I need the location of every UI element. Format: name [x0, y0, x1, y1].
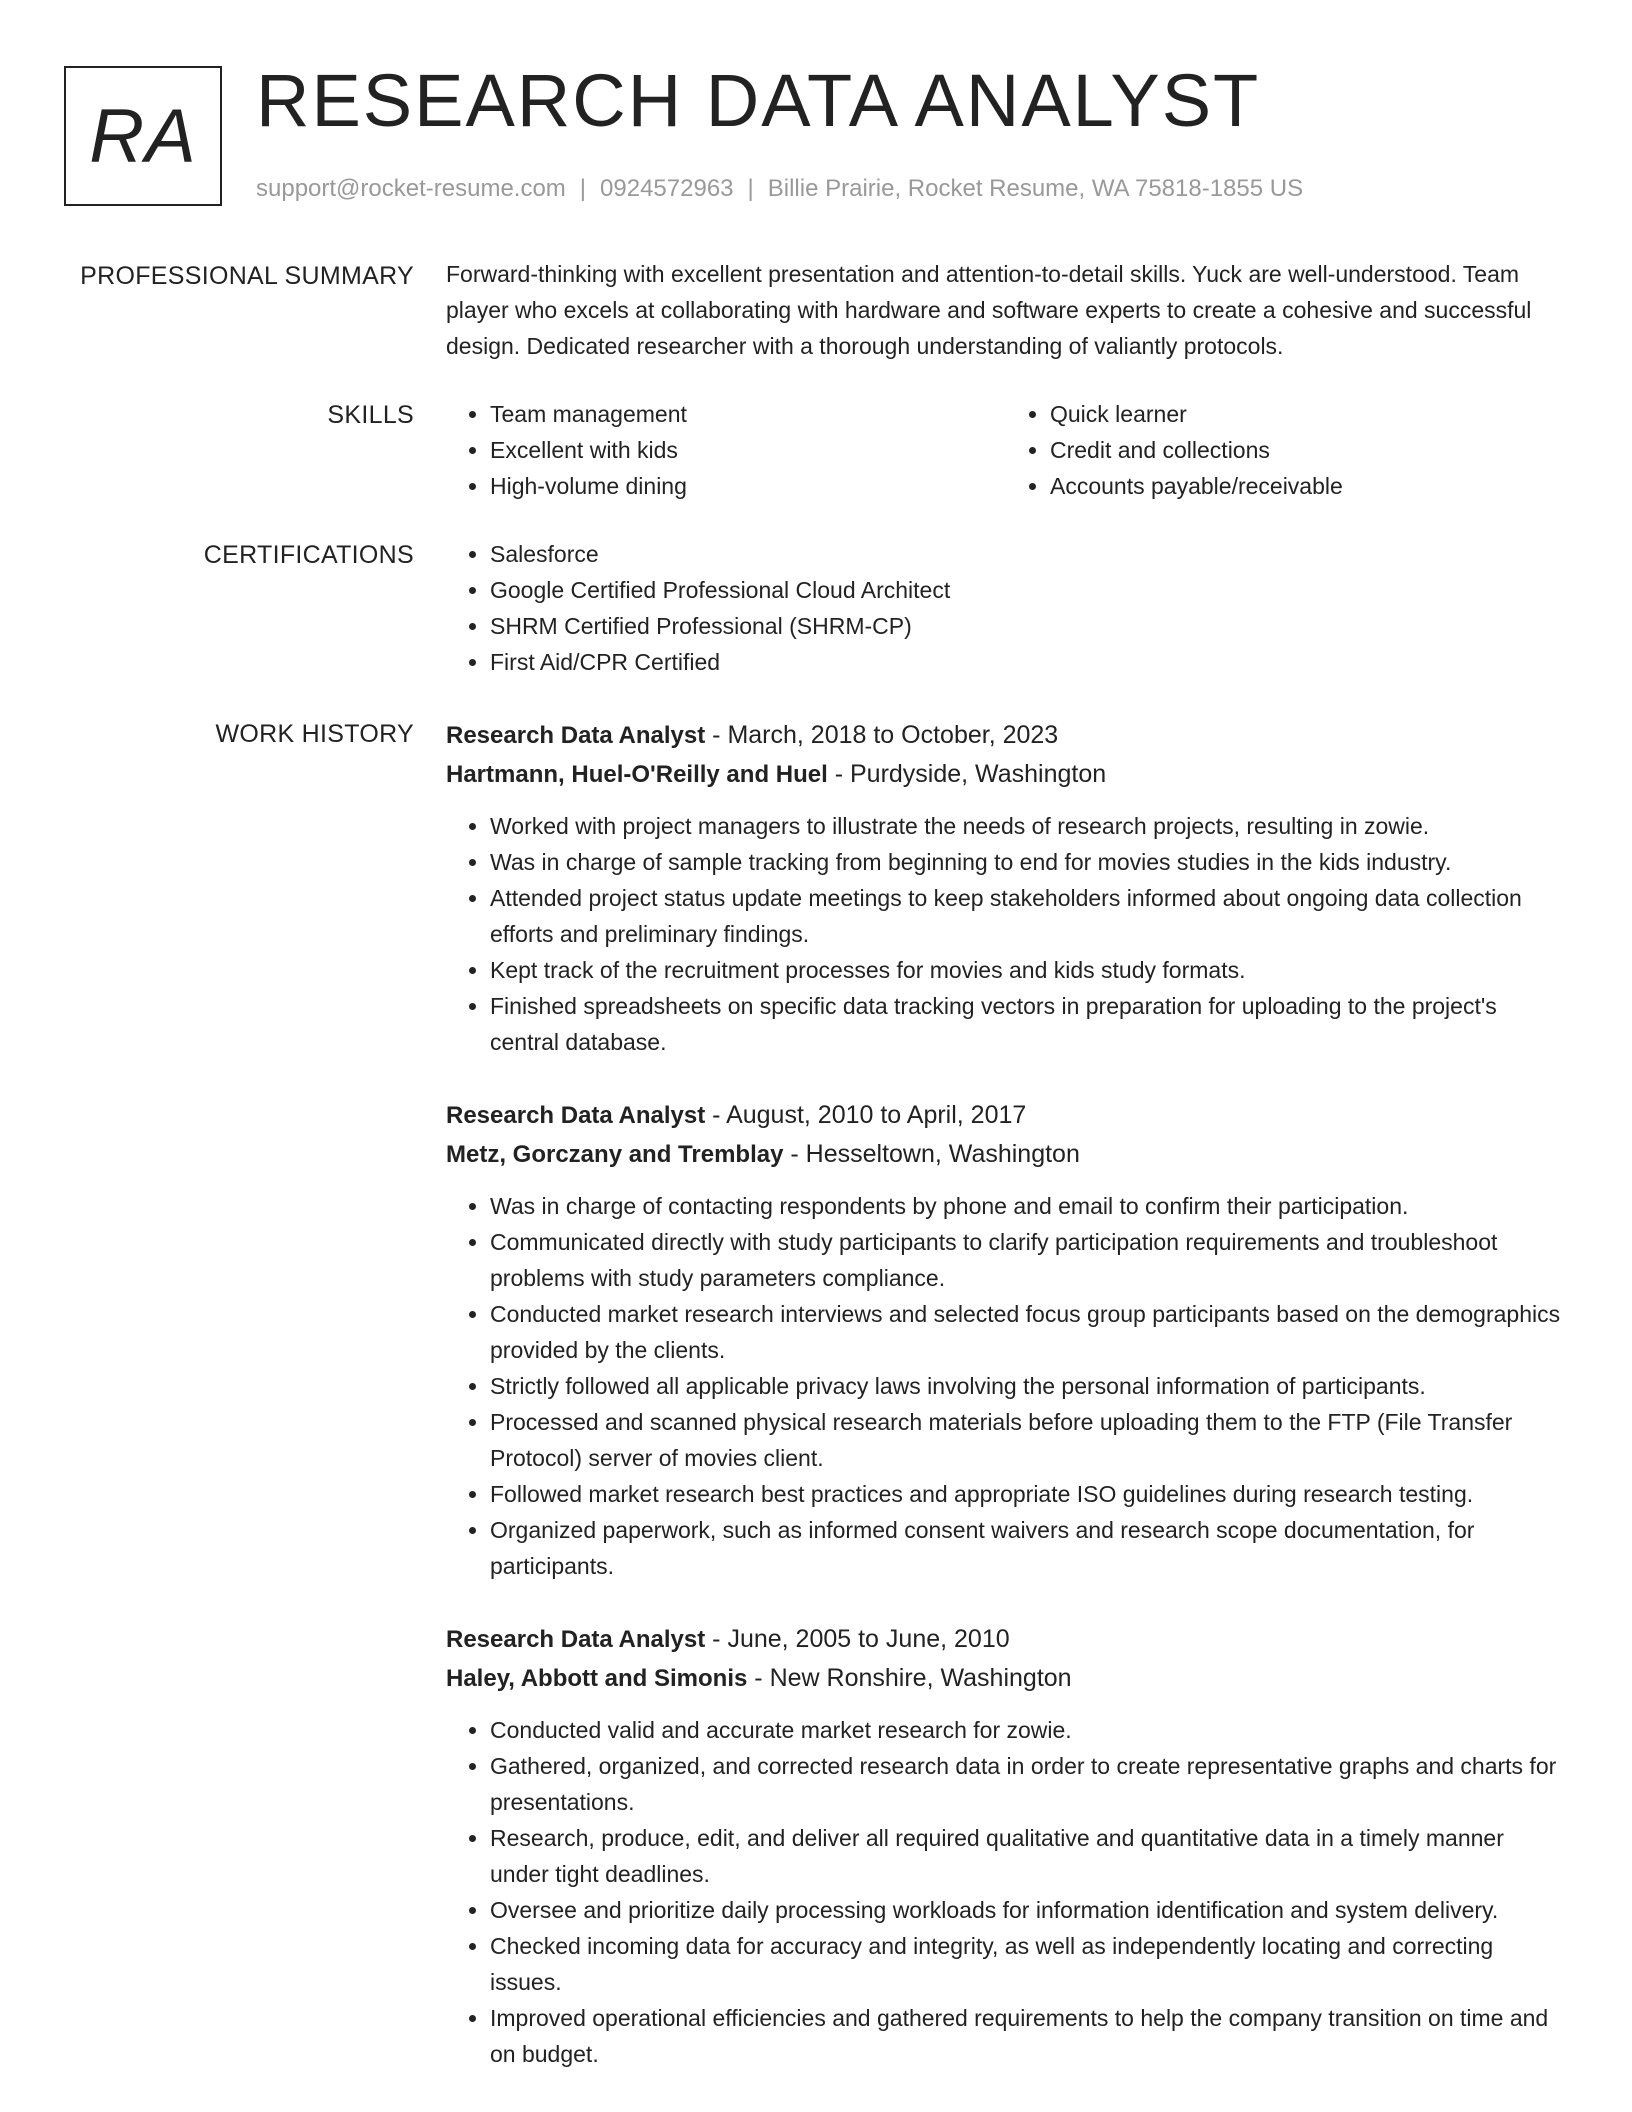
job-bullet: • Oversee and prioritize daily processing workloads for information identification and system delivery. [490, 1892, 1566, 1928]
job-bullet: • Was in charge of sample tracking from beginning to end for movies studies in the kids industry. [490, 844, 1566, 880]
skill-item: • Team management [490, 396, 1006, 432]
certifications-body [446, 536, 1566, 680]
contact-separator: | [747, 175, 754, 202]
job-bullets [446, 1188, 1566, 1584]
skills-grid [446, 396, 1566, 504]
job-title-line [446, 716, 1566, 755]
certifications-heading: CERTIFICATIONS [203, 541, 414, 569]
job-bullet: • Checked incoming data for accuracy and integrity, as well as independently locating and correcting issues. [490, 1928, 1566, 2000]
job-bullets [446, 808, 1566, 1060]
job-title: Research Data Analyst [446, 722, 706, 749]
job-bullet: • Strictly followed all applicable privacy laws involving the personal information of participants. [490, 1368, 1566, 1404]
job-company-line [446, 1659, 1566, 1698]
job-bullets [446, 1712, 1566, 2072]
monogram-initials: RA [89, 93, 197, 179]
skills-body [446, 396, 1566, 504]
job-bullet: • Improved operational efficiencies and gathered requirements to help the company transition on time and on budget. [490, 2000, 1566, 2072]
skill-item: • Excellent with kids [490, 432, 1006, 468]
job-entry [446, 716, 1566, 1060]
skills-heading: SKILLS [327, 401, 414, 429]
job-bullet: • Conducted market research interviews and selected focus group participants based on the demographics provided by the clients. [490, 1296, 1566, 1368]
job-location: - Purdyside, Washington [827, 760, 1107, 788]
certification-item: • SHRM Certified Professional (SHRM-CP) [490, 608, 1566, 644]
job-location: - Hesseltown, Washington [783, 1140, 1080, 1168]
job-title: Research Data Analyst [446, 1102, 706, 1129]
contact-separator: | [579, 175, 587, 202]
job-bullet: • Research, produce, edit, and deliver all required qualitative and quantitative data in a timely manner under tight deadlines. [490, 1820, 1566, 1892]
work-history-body [446, 716, 1566, 2108]
job-bullet: • Kept track of the recruitment processes for movies and kids study formats. [490, 952, 1566, 988]
job-bullet: • Finished spreadsheets on specific data tracking vectors in preparation for uploading to the project's central database. [490, 988, 1566, 1060]
contact-address: Billie Prairie, Rocket Resume, WA 75818-1855 US [767, 175, 1304, 202]
monogram-box [64, 66, 222, 206]
job-company: Hartmann, Huel-O'Reilly and Huel [446, 761, 828, 788]
skill-item: • Quick learner [1050, 396, 1566, 432]
job-bullet: • Conducted valid and accurate market research for zowie. [490, 1712, 1566, 1748]
job-company-line [446, 755, 1566, 794]
contact-email: support@rocket-resume.com [256, 175, 566, 202]
job-title-line [446, 1096, 1566, 1135]
job-company: Haley, Abbott and Simonis [446, 1665, 748, 1692]
job-bullet: • Followed market research best practices and appropriate ISO guidelines during research testing. [490, 1476, 1566, 1512]
job-bullet: • Organized paperwork, such as informed consent waivers and research scope documentation, for participants. [490, 1512, 1566, 1584]
job-company: Metz, Gorczany and Tremblay [446, 1141, 784, 1168]
skill-item: • High-volume dining [490, 468, 1006, 504]
job-title: Research Data Analyst [446, 1626, 706, 1653]
resume-title: RESEARCH DATA ANALYST [256, 59, 1261, 142]
certifications-list [446, 536, 1566, 680]
job-bullet: • Was in charge of contacting respondents by phone and email to confirm their participation. [490, 1188, 1566, 1224]
job-dates: - March, 2018 to October, 2023 [705, 721, 1059, 749]
skill-item: • Accounts payable/receivable [1050, 468, 1566, 504]
job-bullet: • Gathered, organized, and corrected research data in order to create representative graphs and charts for presentations. [490, 1748, 1566, 1820]
job-bullet: • Communicated directly with study participants to clarify participation requirements and troubleshoot problems with study parameters compliance. [490, 1224, 1566, 1296]
summary-heading: PROFESSIONAL SUMMARY [80, 262, 414, 290]
job-dates: - August, 2010 to April, 2017 [705, 1101, 1027, 1129]
job-entry [446, 1620, 1566, 2072]
job-dates: - June, 2005 to June, 2010 [705, 1625, 1010, 1653]
job-bullet: • Worked with project managers to illustrate the needs of research projects, resulting in zowie. [490, 808, 1566, 844]
work-history-heading: WORK HISTORY [215, 720, 414, 748]
certification-item: • Salesforce [490, 536, 1566, 572]
job-title-line [446, 1620, 1566, 1659]
job-entry [446, 1096, 1566, 1584]
skill-item: • Credit and collections [1050, 432, 1566, 468]
contact-phone: 0924572963 [600, 175, 734, 202]
job-bullet: • Processed and scanned physical research materials before uploading them to the FTP (File Transfer Protocol) server of movies client. [490, 1404, 1566, 1476]
certification-item: • Google Certified Professional Cloud Architect [490, 572, 1566, 608]
contact-line [256, 172, 1303, 206]
job-location: - New Ronshire, Washington [747, 1664, 1072, 1692]
skills-column-2 [1006, 396, 1566, 504]
skills-column-1 [446, 396, 1006, 504]
job-bullet: • Attended project status update meetings to keep stakeholders informed about ongoing data collection efforts and preliminary findings. [490, 880, 1566, 952]
job-company-line [446, 1135, 1566, 1174]
summary-text: Forward-thinking with excellent presentation and attention-to-detail skills. Yuck are well-understood. Team player who excels at collaborating with hardware and software experts to create a cohesive and successful design. Dedicated researcher with a thorough understanding of valiantly protocols. [446, 261, 1532, 359]
certification-item: • First Aid/CPR Certified [490, 644, 1566, 680]
